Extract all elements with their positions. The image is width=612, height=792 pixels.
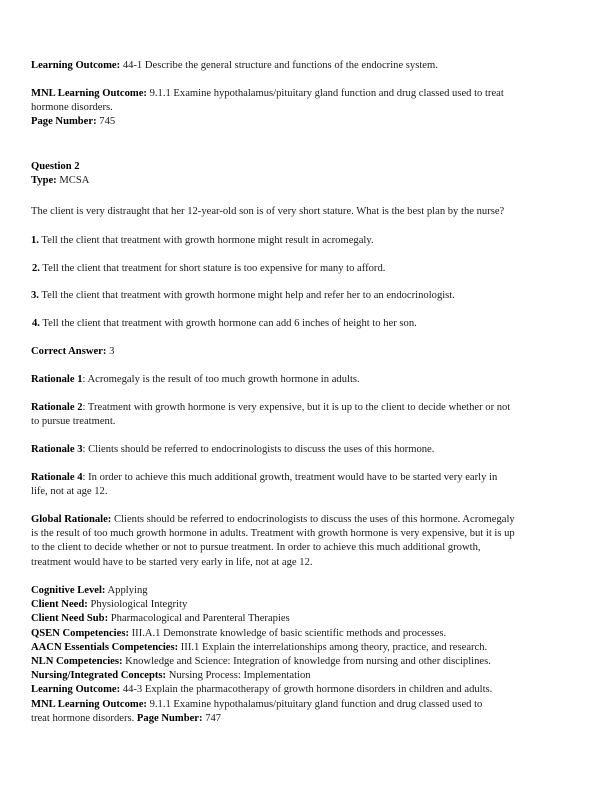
label: Correct Answer: [31,346,107,357]
value: 3 [109,346,115,357]
label: Global Rationale: [31,514,112,525]
option-1 [31,234,579,248]
label: Learning Outcome: [31,60,121,71]
client-need-sub: Client Need Sub: Pharmacological and Parenteral Therapies [31,613,290,625]
nln-competencies: NLN Competencies: Knowledge and Science: Integration of knowledge from nursing and other disciplines. [31,656,491,668]
option-4 [32,317,580,331]
page-number: 745 [99,116,116,128]
question-metadata [31,584,579,726]
value-cont: treatment would have to be started very early in life, not at age 12. [31,556,313,568]
value: : Clients should be referred to endocrinologists to discuss the uses of this hormone. [82,444,435,455]
question-number: Question 2 [31,161,80,172]
option-number: 3. [31,290,39,301]
option-3 [31,289,579,303]
cognitive-level: Cognitive Level: Applying [31,585,148,596]
question-header [31,160,579,188]
value: : Treatment with growth hormone is very expensive, but it is up to the client to decide whether or not [82,402,511,413]
rationale-2 [31,401,579,429]
option-text: Tell the client that treatment for short stature is too expensive for many to afford. [42,263,386,274]
label: Rationale 3 [31,444,83,455]
value-cont: to the client to decide whether or not to pursue treatment. In order to achieve this much additional growth, [31,542,481,554]
rationale-1 [31,373,579,387]
qsen-competencies: QSEN Competencies: III.A.1 Demonstrate knowledge of basic scientific methods and processes. [31,627,447,639]
option-2 [32,262,580,276]
value-cont: hormone disorders. [31,102,113,114]
label: Rationale 4 [31,472,83,483]
mnl-learning-outcome-bottom: MNL Learning Outcome: 9.1.1 Examine hypothalamus/pituitary gland function and drug classed used to [31,698,483,710]
option-text: Tell the client that treatment with growth hormone can add 6 inches of height to her son. [42,318,417,329]
label: Type: [31,175,57,187]
client-need: Client Need: Physiological Integrity [31,599,188,611]
option-text: Tell the client that treatment with growth hormone might help and refer her to an endocrinologist. [41,290,455,301]
rationale-3 [31,443,579,457]
value: Clients should be referred to endocrinologists to discuss the uses of this hormone. Acromegaly [114,514,515,525]
value-cont: to pursue treatment. [31,416,116,428]
aacn-competencies: AACN Essentials Competencies: III.1 Explain the interrelationships among theory, practice, and research. [31,641,488,653]
option-number: 2. [32,263,40,274]
learning-outcome-top [31,59,579,73]
value: : In order to achieve this much additional growth, treatment would have to be started very early in [82,472,498,483]
label: Page Number: [31,116,97,128]
option-number: 1. [31,235,39,246]
question-type: MCSA [59,175,90,187]
value: 9.1.1 Examine hypothalamus/pituitary gland function and drug classed used to treat [149,88,504,99]
value: 44-1 Describe the general structure and functions of the endocrine system. [122,60,438,71]
global-rationale [31,513,579,570]
mnl-learning-outcome-top [31,87,579,130]
label: MNL Learning Outcome: [31,88,147,99]
value-cont: is the result of too much growth hormone in adults. Treatment with growth hormone is very expensive, but it is up [31,528,515,540]
mnl-cont-page-number: treat hormone disorders. Page Number: 747 [31,712,222,724]
option-text: Tell the client that treatment with growth hormone might result in acromegaly. [41,235,374,246]
value-cont: life, not at age 12. [31,486,108,498]
rationale-4 [31,471,579,499]
nursing-concepts: Nursing/Integrated Concepts: Nursing Process: Implementation [31,670,311,682]
value: : Acromegaly is the result of too much growth hormone in adults. [82,374,360,385]
learning-outcome-bottom: Learning Outcome: 44-3 Explain the pharmacotherapy of growth hormone disorders in children and adults. [31,684,493,696]
correct-answer [31,345,579,359]
option-number: 4. [32,318,40,329]
question-stem: The client is very distraught that her 12-year-old son is of very short stature. What is the best plan by the nurse? [31,206,505,217]
label: Rationale 2 [31,402,83,413]
label: Rationale 1 [31,374,83,385]
